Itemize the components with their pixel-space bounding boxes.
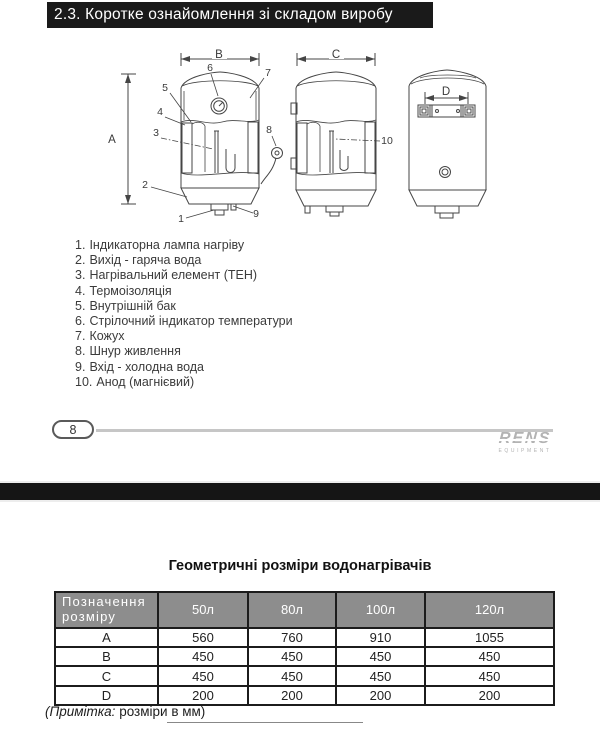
page-number-badge <box>52 420 94 439</box>
item-number: 5. <box>75 298 86 313</box>
cell: 450 <box>248 666 336 685</box>
parts-list-item <box>75 314 293 329</box>
parts-list <box>75 238 293 390</box>
callout-6 <box>207 62 218 96</box>
table-col-header: 100л <box>336 592 425 628</box>
cell: 910 <box>336 628 425 647</box>
item-number: 3. <box>75 268 86 283</box>
table-row <box>55 647 554 666</box>
row-label: B <box>55 647 158 666</box>
dimension-d <box>425 86 468 104</box>
item-number: 2. <box>75 253 86 268</box>
cell: 1055 <box>425 628 554 647</box>
cell: 200 <box>158 686 248 705</box>
rens-logo-subtext: EQUIPMENT <box>498 448 552 454</box>
dimension-b <box>181 48 259 66</box>
item-label: Нагрівальний елемент (ТЕН) <box>89 268 258 283</box>
item-label: Шнур живлення <box>89 344 181 359</box>
dimension-c <box>297 48 375 66</box>
callout-9-label: 9 <box>253 208 259 220</box>
dim-b-label: B <box>215 49 223 61</box>
callout-1-label: 1 <box>178 213 184 225</box>
parts-list-item <box>75 284 293 299</box>
cell: 560 <box>158 628 248 647</box>
callout-7-label: 7 <box>265 67 271 79</box>
item-number: 9. <box>75 359 86 374</box>
parts-list-item <box>75 268 293 283</box>
item-label: Кожух <box>89 329 125 344</box>
parts-list-item <box>75 253 293 268</box>
cell: 450 <box>158 666 248 685</box>
callout-3 <box>153 127 213 149</box>
callout-2 <box>142 179 187 197</box>
parts-list-item <box>75 238 293 253</box>
item-label: Індикаторна лампа нагріву <box>89 238 245 252</box>
cell: 200 <box>425 686 554 705</box>
table-corner-header: Позначення розміру <box>55 592 158 628</box>
cell: 450 <box>425 666 554 685</box>
item-label: Вихід - гаряча вода <box>89 253 202 268</box>
cell: 200 <box>248 686 336 705</box>
callout-9 <box>233 206 259 220</box>
row-label: A <box>55 628 158 647</box>
callout-1 <box>178 210 214 225</box>
table-header-row <box>55 592 554 628</box>
dim-a-label: A <box>108 134 116 146</box>
callout-8 <box>266 124 276 146</box>
table-row <box>55 686 554 705</box>
table-row <box>55 628 554 647</box>
rens-logo <box>494 431 556 454</box>
item-number: 4. <box>75 283 86 298</box>
row-label: D <box>55 686 158 705</box>
callout-10 <box>335 135 393 147</box>
note-prefix: (Примітка: <box>45 704 116 719</box>
note-underline <box>167 722 363 723</box>
dim-c-label: C <box>331 49 341 61</box>
callout-8-label: 8 <box>266 124 272 136</box>
cell: 450 <box>425 647 554 666</box>
cell: 450 <box>336 666 425 685</box>
table-col-header: 80л <box>248 592 336 628</box>
page-separator-bar <box>0 481 600 502</box>
water-heater-diagram <box>0 0 600 235</box>
cell: 760 <box>248 628 336 647</box>
cell: 450 <box>158 647 248 666</box>
item-number: 7. <box>75 329 86 344</box>
callout-2-label: 2 <box>142 179 148 191</box>
page-number: 8 <box>69 422 77 437</box>
dimensions-note <box>45 704 205 719</box>
callout-7 <box>250 67 271 98</box>
note-suffix: розміри в мм) <box>115 704 206 719</box>
item-number: 8. <box>75 344 86 359</box>
item-label: Термоізоляція <box>89 283 172 298</box>
callout-3-label: 3 <box>153 127 159 139</box>
heater-side-cutaway-view <box>291 72 376 216</box>
dimension-a <box>108 74 136 204</box>
callout-4-label: 4 <box>157 106 163 118</box>
parts-list-item <box>75 329 293 344</box>
item-label: Вхід - холодна вода <box>89 359 205 374</box>
table-col-header: 120л <box>425 592 554 628</box>
item-label: Внутрішній бак <box>89 298 176 313</box>
cell: 450 <box>248 647 336 666</box>
section-header-title: 2.3. Коротке ознайомлення зі складом виробу <box>54 6 393 23</box>
item-label: Анод (магнієвий) <box>96 374 195 389</box>
row-label: C <box>55 666 158 685</box>
dimensions-table <box>54 591 555 706</box>
callout-10-label: 10 <box>381 135 393 147</box>
table-title: Геометричні розміри водонагрівачів <box>168 558 432 574</box>
table-col-header: 50л <box>158 592 248 628</box>
parts-list-item <box>75 344 293 359</box>
parts-list-item <box>75 375 293 390</box>
rens-logo-slit <box>494 439 556 441</box>
brand-mark-icon <box>440 167 451 178</box>
parts-list-item <box>75 360 293 375</box>
item-label: Стрілочний індикатор температури <box>89 314 293 329</box>
item-number: 10. <box>75 374 93 389</box>
callout-6-label: 6 <box>207 62 213 74</box>
callout-5 <box>162 82 191 122</box>
item-number: 6. <box>75 314 86 329</box>
cell: 200 <box>336 686 425 705</box>
cell: 450 <box>336 647 425 666</box>
parts-list-item <box>75 299 293 314</box>
heater-front-cutaway-view <box>181 72 283 215</box>
footer-rule <box>96 429 553 432</box>
callout-5-label: 5 <box>162 82 168 94</box>
dim-d-label: D <box>441 86 451 98</box>
item-number: 1. <box>75 238 86 252</box>
table-row <box>55 666 554 685</box>
